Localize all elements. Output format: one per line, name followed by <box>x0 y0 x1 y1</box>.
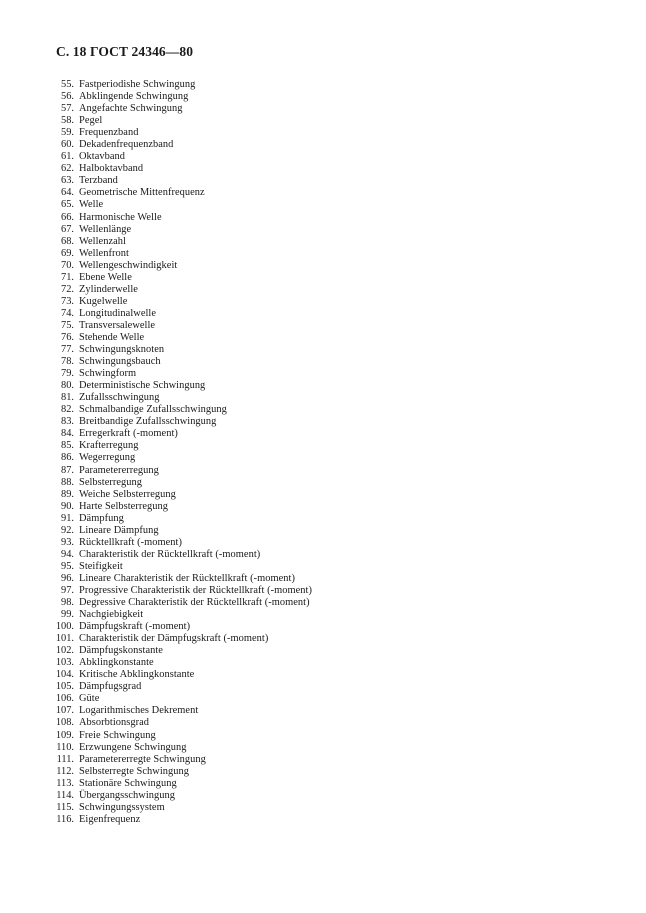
list-item <box>0 127 646 139</box>
term-text: Erregerkraft (-moment) <box>79 428 178 440</box>
list-item <box>0 428 646 440</box>
list-item <box>0 296 646 308</box>
list-item <box>0 115 646 127</box>
list-item <box>0 645 646 657</box>
list-item <box>0 248 646 260</box>
term-number: 102. <box>55 645 74 657</box>
list-item <box>0 717 646 729</box>
term-text: Stationäre Schwingung <box>79 777 177 789</box>
term-number: 58. <box>61 115 74 127</box>
list-item <box>0 284 646 296</box>
term-number: 78. <box>61 356 74 368</box>
list-item <box>0 693 646 705</box>
term-text: Dämpfugskraft (-moment) <box>79 621 191 633</box>
term-text: Parametererregte Schwingung <box>79 753 206 765</box>
term-text: Terzband <box>79 175 118 187</box>
term-text: Güte <box>79 693 100 705</box>
list-item <box>0 657 646 669</box>
list-item <box>0 91 646 103</box>
list-item <box>0 633 646 645</box>
term-text: Geometrische Mittenfrequenz <box>79 187 205 199</box>
list-item <box>0 573 646 585</box>
term-number: 68. <box>61 235 74 247</box>
term-number: 111. <box>56 753 74 765</box>
term-text: Welle <box>79 199 104 211</box>
term-text: Wellenfront <box>79 247 129 259</box>
term-text: Frequenzband <box>79 127 139 139</box>
page-header: С. 18 ГОСТ 24346—80 <box>56 44 194 59</box>
term-text: Fastperiodishe Schwingung <box>79 79 196 90</box>
list-item <box>0 501 646 513</box>
list-item <box>0 272 646 284</box>
term-number: 59. <box>61 127 74 139</box>
term-text: Logarithmisches Dekrement <box>79 705 199 717</box>
list-item <box>0 308 646 320</box>
term-text: Zylinderwelle <box>79 283 138 295</box>
list-item <box>0 681 646 693</box>
term-text: Absorbtionsgrad <box>79 717 150 729</box>
term-number: 64. <box>61 187 74 199</box>
term-text: Schwingungsknoten <box>79 344 165 356</box>
list-item <box>0 585 646 597</box>
term-text: Lineare Charakteristik der Rücktellkraft (-moment) <box>79 572 295 584</box>
term-number: 109. <box>55 729 74 741</box>
term-text: Selbsterregte Schwingung <box>79 765 189 777</box>
list-item <box>0 802 646 814</box>
list-item <box>0 489 646 501</box>
term-number: 83. <box>61 416 74 428</box>
term-text: Angefachte Schwingung <box>79 103 183 115</box>
term-number: 62. <box>61 163 74 175</box>
term-text: Dekadenfrequenzband <box>79 139 174 151</box>
term-number: 57. <box>61 103 74 115</box>
list-item <box>0 79 646 91</box>
term-text: Schwingungsbauch <box>79 356 161 368</box>
list-item <box>0 465 646 477</box>
list-item <box>0 187 646 199</box>
list-item <box>0 236 646 248</box>
term-number: 93. <box>61 536 74 548</box>
list-item <box>0 778 646 790</box>
list-item <box>0 224 646 236</box>
term-number: 99. <box>61 609 74 621</box>
list-item <box>0 766 646 778</box>
list-item <box>0 597 646 609</box>
term-number: 85. <box>61 440 74 452</box>
term-number: 72. <box>61 283 74 295</box>
list-item <box>0 380 646 392</box>
term-number: 55. <box>61 79 74 90</box>
list-item <box>0 404 646 416</box>
term-text: Transversalewelle <box>79 319 156 331</box>
list-item <box>0 549 646 561</box>
term-number: 104. <box>55 669 74 681</box>
term-text: Eigenfrequenz <box>79 813 141 825</box>
list-item <box>0 139 646 151</box>
term-text: Schmalbandige Zufallsschwingung <box>79 404 227 416</box>
list-item <box>0 814 646 826</box>
term-number: 100. <box>55 621 74 633</box>
list-item <box>0 525 646 537</box>
term-text: Oktavband <box>79 151 126 163</box>
term-text: Breitbandige Zufallsschwingung <box>79 416 217 428</box>
list-item <box>0 452 646 464</box>
list-item <box>0 754 646 766</box>
term-text: Abklingende Schwingung <box>79 91 189 103</box>
term-text: Rücktellkraft (-moment) <box>79 536 183 548</box>
list-item <box>0 742 646 754</box>
list-item <box>0 477 646 489</box>
term-number: 70. <box>61 259 74 271</box>
term-text: Charakteristik der Rücktellkraft (-moment) <box>79 548 261 560</box>
term-number: 92. <box>61 524 74 536</box>
term-text: Abklingkonstante <box>79 657 154 669</box>
term-number: 75. <box>61 319 74 331</box>
term-text: Progressive Charakteristik der Rücktellkraft (-moment) <box>79 584 312 596</box>
term-text: Ebene Welle <box>79 271 132 283</box>
term-number: 66. <box>61 211 74 223</box>
term-number: 116. <box>56 813 74 825</box>
list-item <box>0 621 646 633</box>
list-item <box>0 392 646 404</box>
term-number: 106. <box>55 693 74 705</box>
term-text: Harmonische Welle <box>79 211 162 223</box>
list-item <box>0 561 646 573</box>
term-text: Erzwungene Schwingung <box>79 741 187 753</box>
term-number: 63. <box>61 175 74 187</box>
term-text: Selbsterregung <box>79 476 143 488</box>
term-text: Wellenzahl <box>79 235 126 247</box>
list-item <box>0 440 646 452</box>
term-text: Übergangsschwingung <box>79 789 175 801</box>
list-item <box>0 705 646 717</box>
term-number: 97. <box>61 584 74 596</box>
term-text: Stehende Welle <box>79 331 145 343</box>
term-number: 87. <box>61 464 74 476</box>
list-item <box>0 356 646 368</box>
list-item <box>0 260 646 272</box>
term-number: 67. <box>61 223 74 235</box>
list-item <box>0 537 646 549</box>
term-text: Pegel <box>79 115 103 127</box>
term-text: Harte Selbsterregung <box>79 500 169 512</box>
term-text: Wellenlänge <box>79 223 132 235</box>
term-text: Halboktavband <box>79 163 144 175</box>
term-number: 95. <box>61 560 74 572</box>
term-text: Kugelwelle <box>79 295 128 307</box>
term-number: 80. <box>61 380 74 392</box>
list-item <box>0 212 646 224</box>
term-text: Dämpfung <box>79 512 124 524</box>
term-number: 94. <box>61 548 74 560</box>
term-number: 96. <box>61 572 74 584</box>
term-number: 77. <box>61 344 74 356</box>
term-text: Freie Schwingung <box>79 729 156 741</box>
list-item <box>0 320 646 332</box>
term-number: 115. <box>56 801 74 813</box>
term-number: 82. <box>61 404 74 416</box>
term-list <box>0 79 646 826</box>
list-item <box>0 790 646 802</box>
list-item <box>0 175 646 187</box>
term-text: Steifigkeit <box>79 560 123 572</box>
term-number: 65. <box>61 199 74 211</box>
list-item <box>0 669 646 681</box>
list-item <box>0 513 646 525</box>
term-text: Charakteristik der Dämpfugskraft (-moment) <box>79 633 269 645</box>
term-number: 76. <box>61 331 74 343</box>
term-number: 103. <box>55 657 74 669</box>
term-text: Lineare Dämpfung <box>79 524 159 536</box>
term-number: 60. <box>61 139 74 151</box>
term-number: 101. <box>55 633 74 645</box>
term-text: Krafterregung <box>79 440 139 452</box>
term-number: 112. <box>56 765 74 777</box>
term-number: 71. <box>61 271 74 283</box>
list-item <box>0 199 646 211</box>
term-text: Zufallsschwingung <box>79 392 160 404</box>
list-item <box>0 344 646 356</box>
term-text: Schwingungssystem <box>79 801 165 813</box>
term-number: 90. <box>61 500 74 512</box>
term-number: 69. <box>61 247 74 259</box>
term-number: 74. <box>61 307 74 319</box>
term-number: 79. <box>61 368 74 380</box>
term-number: 98. <box>61 597 74 609</box>
term-number: 86. <box>61 452 74 464</box>
list-item <box>0 368 646 380</box>
term-text: Longitudinalwelle <box>79 307 157 319</box>
term-text: Wellengeschwindigkeit <box>79 259 178 271</box>
list-item <box>0 332 646 344</box>
list-item <box>0 730 646 742</box>
term-number: 113. <box>56 777 74 789</box>
list-item <box>0 609 646 621</box>
term-text: Kritische Abklingkonstante <box>79 669 195 681</box>
term-number: 73. <box>61 295 74 307</box>
term-text: Deterministische Schwingung <box>79 380 206 392</box>
term-number: 88. <box>61 476 74 488</box>
term-number: 91. <box>61 512 74 524</box>
list-item <box>0 103 646 115</box>
term-text: Nachgiebigkeit <box>79 609 144 621</box>
term-number: 107. <box>55 705 74 717</box>
list-item <box>0 151 646 163</box>
term-number: 56. <box>61 91 74 103</box>
term-number: 108. <box>55 717 74 729</box>
term-text: Schwingform <box>79 368 137 380</box>
term-number: 84. <box>61 428 74 440</box>
term-text: Degressive Charakteristik der Rücktellkraft (-moment) <box>79 597 310 609</box>
term-text: Dämpfugsgrad <box>79 681 142 693</box>
term-text: Parametererregung <box>79 464 159 476</box>
term-number: 61. <box>61 151 74 163</box>
term-number: 114. <box>56 789 74 801</box>
term-number: 110. <box>56 741 74 753</box>
list-item <box>0 416 646 428</box>
term-number: 89. <box>61 488 74 500</box>
term-text: Dämpfugskonstante <box>79 645 163 657</box>
list-item <box>0 163 646 175</box>
term-number: 81. <box>61 392 74 404</box>
term-number: 105. <box>55 681 74 693</box>
term-text: Weiche Selbsterregung <box>79 488 176 500</box>
term-text: Wegerregung <box>79 452 136 464</box>
